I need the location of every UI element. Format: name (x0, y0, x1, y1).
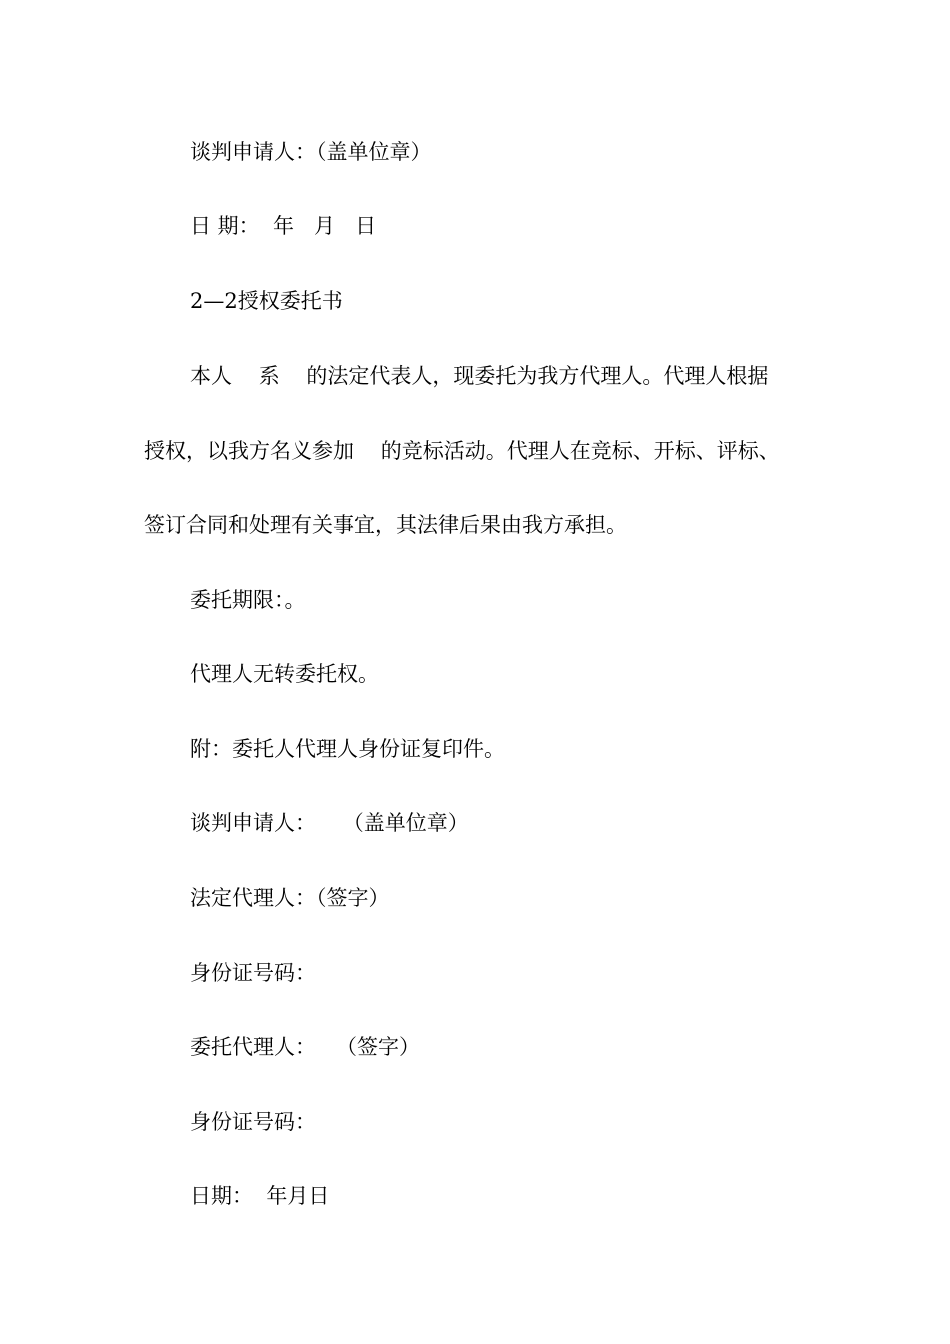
signature-date: 日期： 年月日 (190, 1184, 330, 1208)
attachment-note: 附：委托人代理人身份证复印件。 (190, 737, 505, 761)
authorization-paragraph-line-1: 本人 系 的法定代表人，现委托为我方代理人。代理人根据 (190, 364, 769, 388)
section-title: 2—2授权委托书 (190, 289, 343, 313)
applicant-seal-line: 谈判申请人：（盖单位章） (190, 140, 432, 164)
signature-applicant: 谈判申请人： （盖单位章） (190, 811, 469, 835)
signature-legal-representative: 法定代理人：（签字） (190, 886, 390, 910)
signature-agent: 委托代理人： （签字） (190, 1035, 421, 1059)
authorization-paragraph-line-2: 授权，以我方名义参加 的竞标活动。代理人在竞标、开标、评标、 (144, 439, 780, 463)
legal-representative-id: 身份证号码： (190, 961, 316, 985)
authorization-paragraph-line-3: 签订合同和处理有关事宜，其法律后果由我方承担。 (144, 513, 627, 537)
agent-id: 身份证号码： (190, 1110, 316, 1134)
authorization-term: 委托期限：。 (190, 588, 306, 612)
no-sub-delegation: 代理人无转委托权。 (190, 662, 379, 686)
date-line: 日 期： 年 月 日 (190, 214, 377, 238)
